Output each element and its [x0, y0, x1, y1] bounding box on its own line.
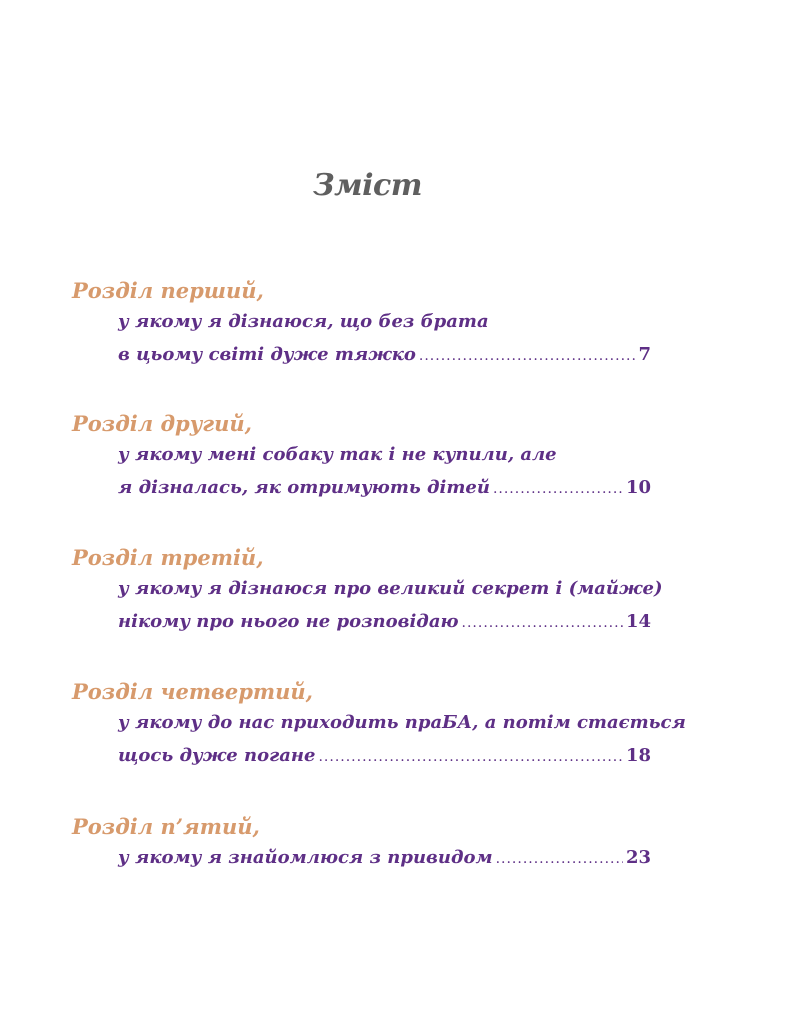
chapter-heading: Розділ перший,	[72, 278, 264, 303]
chapter-heading: Розділ третій,	[72, 545, 264, 570]
chapter-subtitle-final-line	[118, 344, 651, 365]
chapter-subtitle-line: у якому мені собаку так і не купили, але	[118, 444, 557, 465]
chapter-subtitle-text: нікому про нього не розповідаю	[118, 611, 459, 632]
chapter-subtitle-line: у якому до нас приходить праБА, а потім стається	[118, 712, 686, 733]
page-title: Зміст	[312, 168, 423, 203]
page-number: 18	[625, 745, 651, 766]
chapter-subtitle-line: у якому я дізнаюся, що без брата	[118, 311, 489, 332]
chapter-subtitle-text: в цьому світі дуже тяжко	[118, 344, 416, 365]
page-number: 10	[625, 477, 651, 498]
chapter-subtitle-final-line	[118, 847, 651, 868]
dot-leader	[462, 615, 623, 631]
chapter-subtitle-final-line	[118, 745, 651, 766]
dot-leader	[419, 348, 636, 364]
chapter-subtitle-final-line	[118, 477, 651, 498]
dot-leader	[493, 481, 623, 497]
dot-leader	[496, 851, 623, 867]
chapter-subtitle-text: я дізналась, як отримують дітей	[118, 477, 490, 498]
page-number: 14	[625, 611, 651, 632]
page-number: 23	[625, 847, 651, 868]
chapter-heading: Розділ другий,	[72, 411, 252, 436]
chapter-heading: Розділ п’ятий,	[72, 814, 260, 839]
chapter-subtitle-text: у якому я знайомлюся з привидом	[118, 847, 493, 868]
page-number: 7	[638, 344, 651, 365]
dot-leader	[318, 749, 622, 765]
chapter-subtitle-line: у якому я дізнаюся про великий секрет і (майже)	[118, 578, 663, 599]
chapter-heading: Розділ четвертий,	[72, 679, 313, 704]
chapter-subtitle-text: щось дуже погане	[118, 745, 316, 766]
chapter-subtitle-final-line	[118, 611, 651, 632]
